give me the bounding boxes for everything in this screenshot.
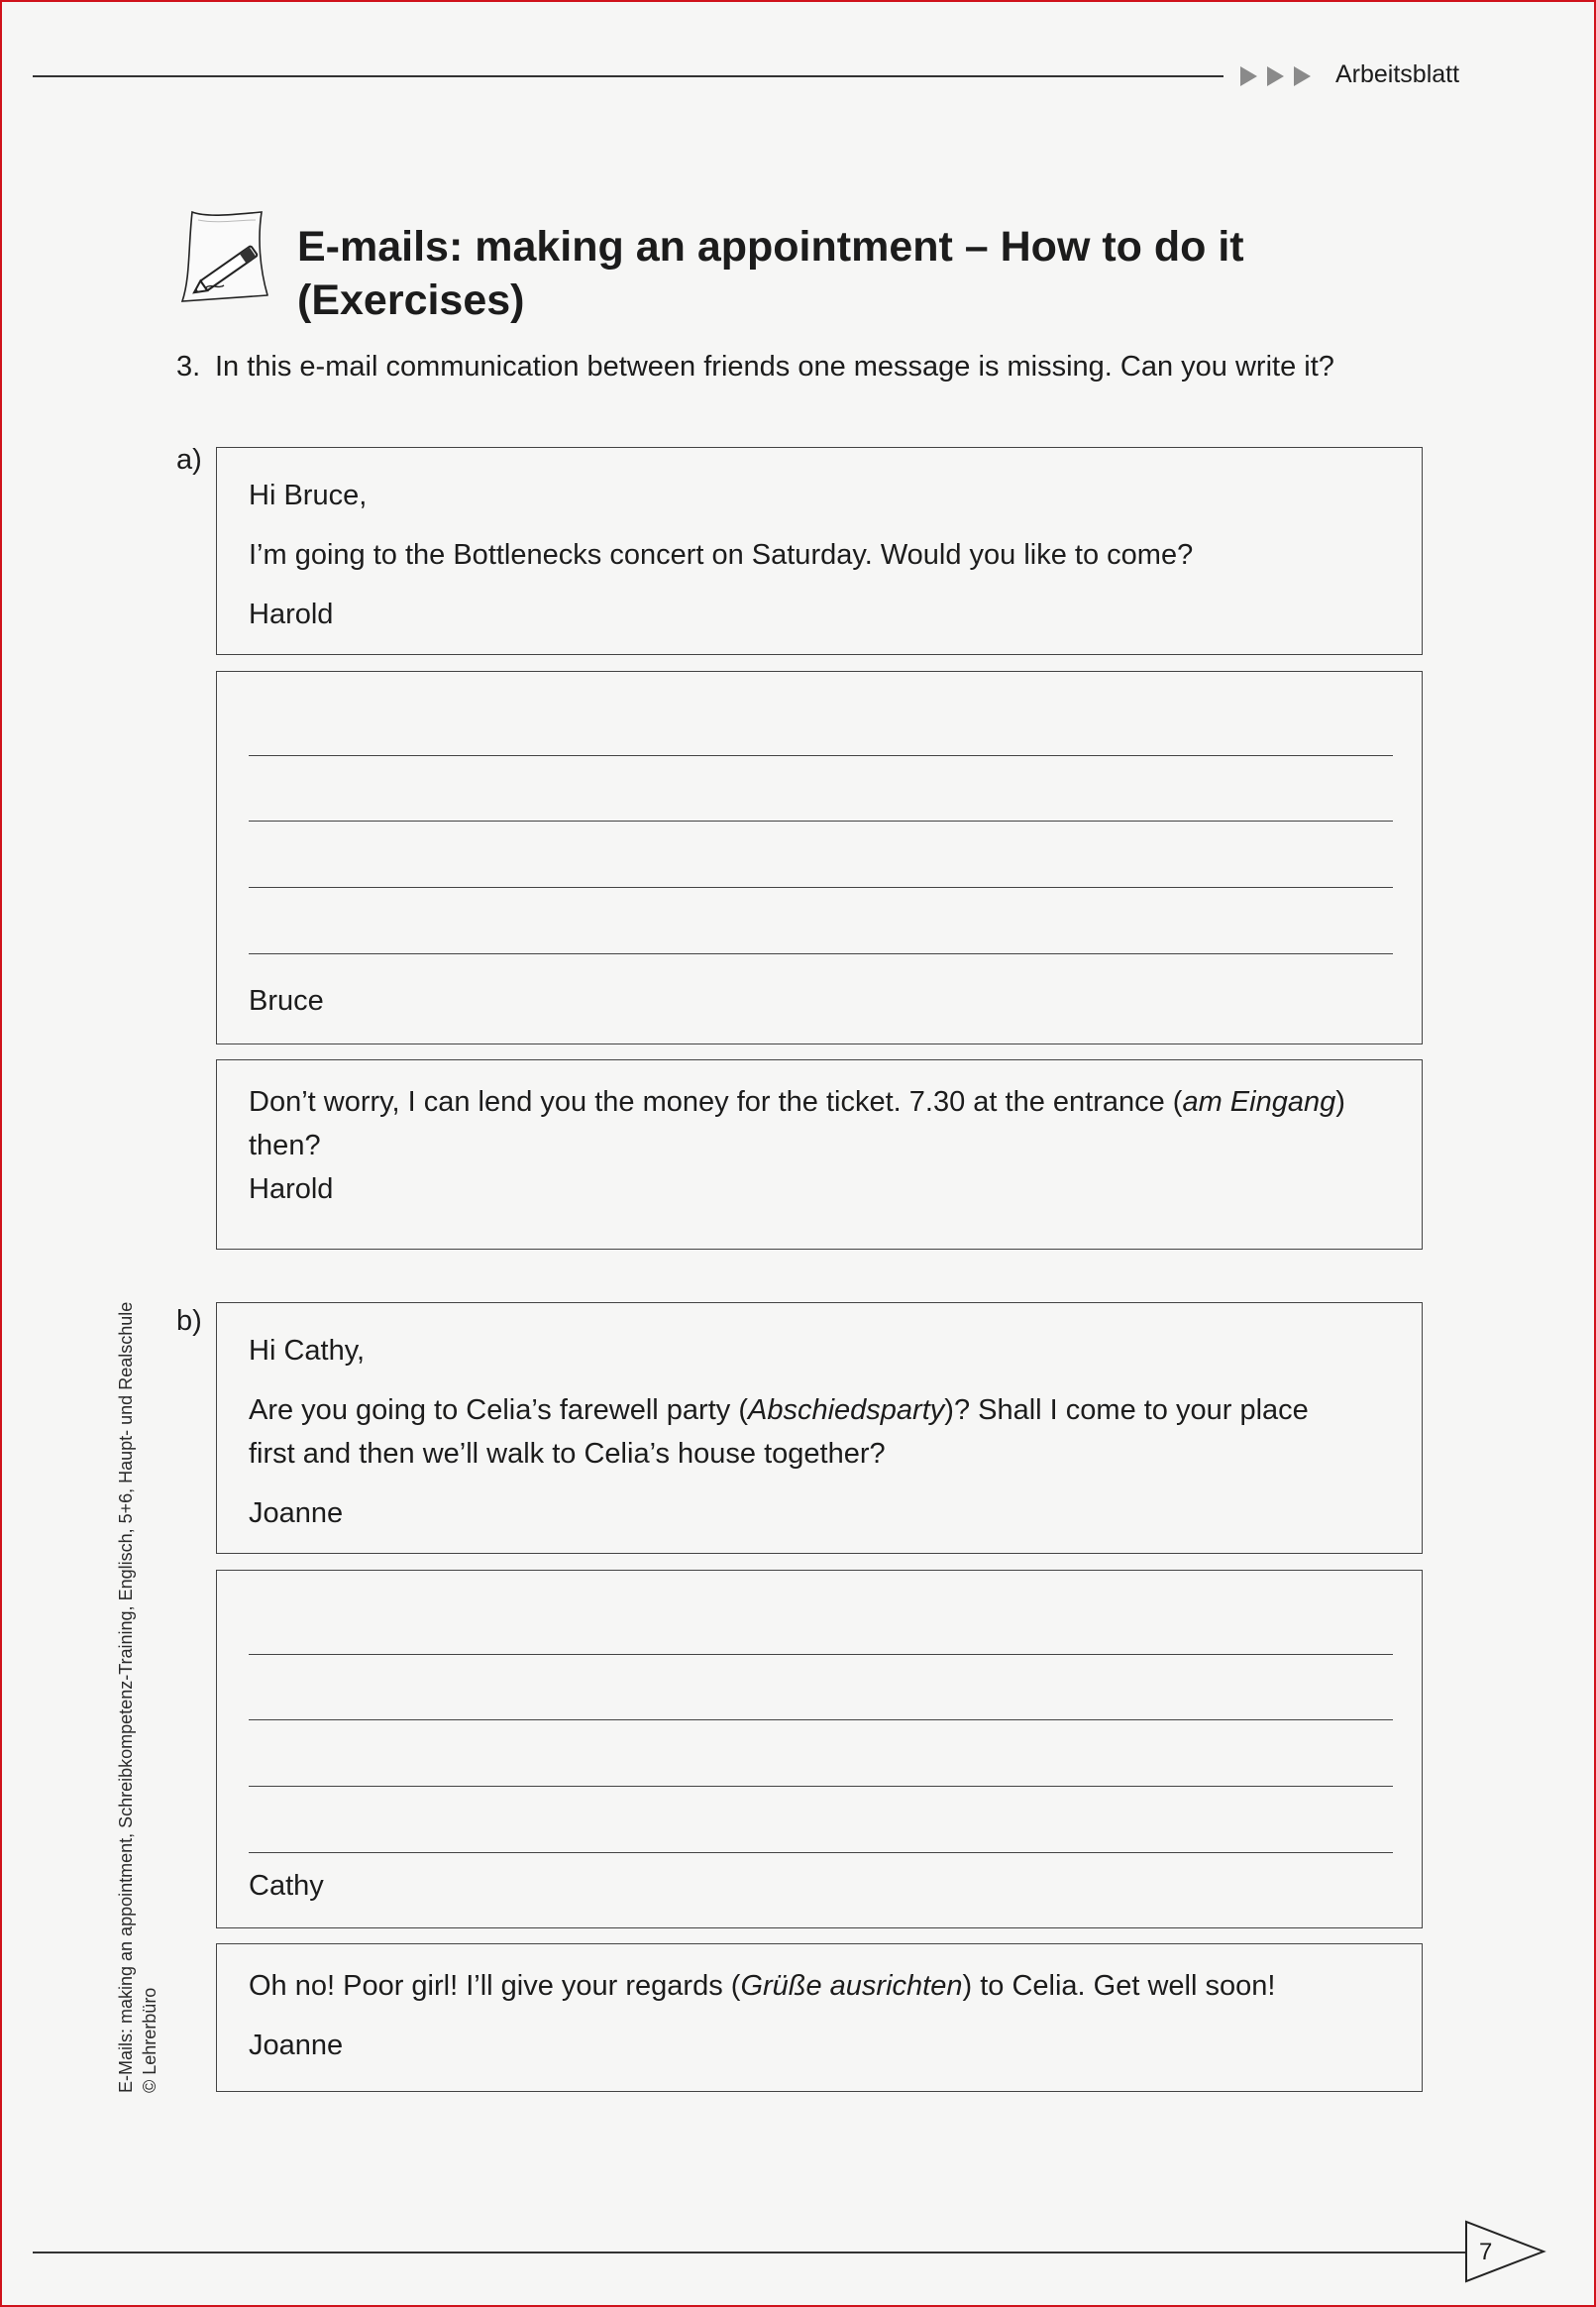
answer-box-a [216, 671, 1423, 1044]
email-body-line-1 [249, 1964, 1275, 2008]
header-arrows-icon [1240, 63, 1311, 89]
side-note-line-1: E-Mails: making an appointment, Schreibkompetenz-Training, Englisch, 5+6, Haupt- und Realschule [116, 1301, 136, 2093]
header-rule [33, 75, 1224, 77]
email-box-a1 [216, 447, 1423, 655]
instruction-number: 3. [176, 351, 201, 383]
writing-line[interactable] [249, 1852, 1393, 1853]
page-number: 7 [1479, 2239, 1493, 2265]
email-body-text: ) [1335, 1086, 1345, 1118]
section-b-label: b) [176, 1305, 202, 1337]
pen-on-paper-icon [178, 208, 279, 307]
arrow-icon [1240, 66, 1257, 86]
email-signature: Harold [249, 1173, 334, 1205]
arrow-icon [1267, 66, 1284, 86]
email-signature: Harold [249, 599, 334, 630]
email-body-line-2: first and then we’ll walk to Celia’s house together? [249, 1438, 886, 1470]
answer-signature: Bruce [249, 985, 324, 1017]
answer-box-b [216, 1570, 1423, 1928]
email-body-text: ) to Celia. Get well soon! [962, 1970, 1276, 2002]
email-signature: Joanne [249, 1497, 344, 1529]
email-signature: Joanne [249, 2030, 344, 2061]
email-body: I’m going to the Bottlenecks concert on Saturday. Would you like to come? [249, 539, 1194, 571]
email-body-line-2: then? [249, 1130, 321, 1161]
email-body-text: )? Shall I come to your place [944, 1394, 1309, 1426]
email-box-b3 [216, 1943, 1423, 2092]
email-body-text: Oh no! Poor girl! I’ll give your regards ( [249, 1970, 741, 2002]
header-label: Arbeitsblatt [1335, 60, 1460, 88]
arrow-icon [1294, 66, 1311, 86]
section-a-label: a) [176, 444, 202, 476]
writing-line[interactable] [249, 1719, 1393, 1720]
email-box-b1 [216, 1302, 1423, 1554]
side-note-line-2: © Lehrerbüro [140, 1987, 160, 2093]
email-body-line-1 [249, 1388, 1309, 1432]
instruction-text: In this e-mail communication between friends one message is missing. Can you write it? [215, 351, 1334, 383]
writing-line[interactable] [249, 755, 1393, 756]
email-greeting: Hi Bruce, [249, 480, 368, 511]
title-line-2: (Exercises) [297, 276, 525, 324]
side-note [114, 1302, 161, 2093]
email-body-line-1 [249, 1080, 1345, 1124]
page-title [297, 220, 1387, 327]
footer-rule [33, 2252, 1467, 2253]
writing-line[interactable] [249, 1786, 1393, 1787]
email-body-italic: Abschiedsparty [748, 1394, 945, 1426]
email-box-a3 [216, 1059, 1423, 1250]
writing-line[interactable] [249, 1654, 1393, 1655]
title-line-1: E-mails: making an appointment – How to do it [297, 223, 1244, 271]
email-body-text: Don’t worry, I can lend you the money for the ticket. 7.30 at the entrance ( [249, 1086, 1183, 1118]
email-body-text: Are you going to Celia’s farewell party ( [249, 1394, 748, 1426]
writing-line[interactable] [249, 821, 1393, 822]
email-body-italic: am Eingang [1182, 1086, 1336, 1118]
writing-line[interactable] [249, 887, 1393, 888]
answer-signature: Cathy [249, 1870, 324, 1902]
email-body-italic: Grüße ausrichten [740, 1970, 963, 2002]
writing-line[interactable] [249, 953, 1393, 954]
instruction [176, 351, 1334, 384]
page-flag-icon [1464, 2220, 1547, 2283]
email-greeting: Hi Cathy, [249, 1335, 366, 1367]
